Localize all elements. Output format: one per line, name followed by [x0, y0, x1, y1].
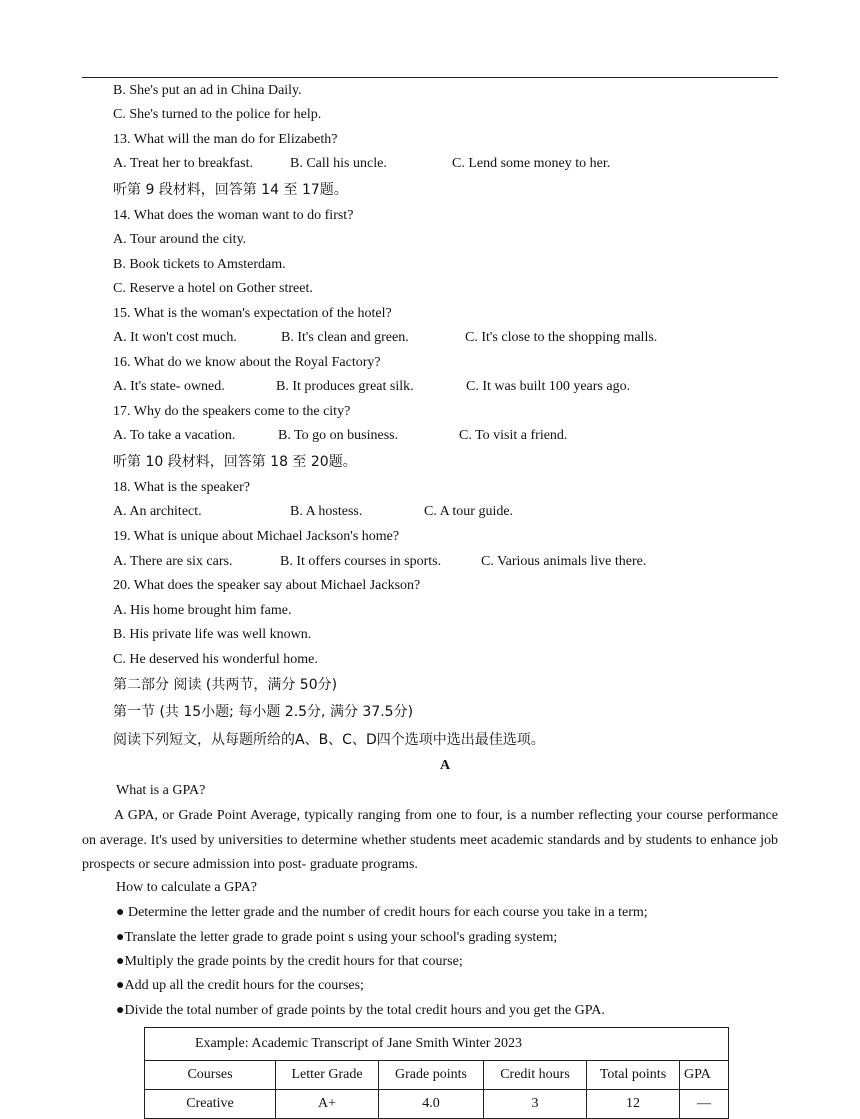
option-a: A. Tour around the city. — [113, 232, 247, 247]
table-caption-row — [145, 1028, 729, 1061]
question-20: 20. What does the speaker say about Michael Jackson? — [113, 578, 421, 593]
table-cell: 12 — [587, 1090, 680, 1119]
table-cell: 3 — [484, 1090, 587, 1119]
part-heading: 第二部分 阅读 (共两节，满分 50分) — [113, 677, 338, 693]
question-17: 17. Why do the speakers come to the city? — [113, 404, 351, 419]
question-19: 19. What is unique about Michael Jackson's home? — [113, 529, 400, 544]
table-cell: — — [680, 1090, 729, 1119]
option-line: C. She's turned to the police for help. — [113, 107, 322, 122]
table-row — [145, 1090, 729, 1119]
bullet-item: ●Add up all the credit hours for the courses; — [116, 978, 364, 993]
bullet-item: ● Determine the letter grade and the number of credit hours for each course you take in a term; — [116, 905, 648, 920]
option-b: B. A hostess. — [290, 504, 363, 519]
table-caption: Example: Academic Transcript of Jane Smith Winter 2023 — [145, 1028, 729, 1061]
passage-paragraph: A GPA, or Grade Point Average, typically ranging from one to four, is a number reflecting your course performance on average. It's used by universities to determine whether students meet academic standards and by students to enhance job prospects or secure admission into post- graduate programs. — [82, 808, 778, 872]
section-instruction: 听第 10 段材料，回答第 18 至 20题。 — [113, 454, 357, 470]
table-header-cell: Credit hours — [484, 1061, 587, 1090]
option-b: B. Book tickets to Amsterdam. — [113, 257, 286, 272]
option-a: A. An architect. — [113, 504, 202, 519]
option-b: B. Call his uncle. — [290, 156, 387, 171]
table-header-cell: Grade points — [379, 1061, 484, 1090]
option-b: B. To go on business. — [278, 428, 399, 443]
question-14: 14. What does the woman want to do first? — [113, 208, 354, 223]
option-b: B. His private life was well known. — [113, 627, 312, 642]
table-header-row — [145, 1061, 729, 1090]
option-a: A. His home brought him fame. — [113, 603, 292, 618]
option-c: C. Reserve a hotel on Gother street. — [113, 281, 313, 296]
table-cell: 4.0 — [379, 1090, 484, 1119]
option-c: C. Various animals live there. — [481, 554, 647, 569]
option-a: A. There are six cars. — [113, 554, 233, 569]
reading-instruction: 阅读下列短文，从每题所给的A、B、C、D四个选项中选出最佳选项。 — [113, 732, 545, 748]
table-header-cell: Courses — [145, 1061, 276, 1090]
option-c: C. A tour guide. — [424, 504, 514, 519]
table-cell: A+ — [276, 1090, 379, 1119]
option-c: C. It's close to the shopping malls. — [465, 330, 658, 345]
option-c: C. Lend some money to her. — [452, 156, 611, 171]
bullet-item: ●Translate the letter grade to grade point s using your school's grading system; — [116, 930, 558, 945]
table-header-cell: Letter Grade — [276, 1061, 379, 1090]
option-a: A. It won't cost much. — [113, 330, 237, 345]
option-a: A. Treat her to breakfast. — [113, 156, 253, 171]
bullet-item: ●Multiply the grade points by the credit hours for that course; — [116, 954, 463, 969]
transcript-table — [144, 1027, 729, 1119]
option-b: B. It's clean and green. — [281, 330, 409, 345]
option-b: B. It offers courses in sports. — [280, 554, 442, 569]
question-15: 15. What is the woman's expectation of the hotel? — [113, 306, 392, 321]
option-c: C. It was built 100 years ago. — [466, 379, 631, 394]
table-header-cell: GPA — [680, 1061, 729, 1090]
passage-heading: How to calculate a GPA? — [116, 880, 257, 895]
option-c: C. He deserved his wonderful home. — [113, 652, 318, 667]
passage-letter: A — [439, 758, 451, 773]
passage-heading: What is a GPA? — [116, 783, 206, 798]
option-a: A. To take a vacation. — [113, 428, 236, 443]
question-18: 18. What is the speaker? — [113, 480, 250, 495]
question-16: 16. What do we know about the Royal Factory? — [113, 355, 381, 370]
section-heading: 第一节 (共 15小题; 每小题 2.5分, 满分 37.5分) — [113, 704, 414, 720]
table-header-cell: Total points — [587, 1061, 680, 1090]
bullet-item: ●Divide the total number of grade points by the total credit hours and you get the GPA. — [116, 1003, 605, 1018]
header-rule — [82, 77, 778, 78]
option-b: B. It produces great silk. — [276, 379, 414, 394]
option-a: A. It's state- owned. — [113, 379, 225, 394]
question-13: 13. What will the man do for Elizabeth? — [113, 132, 338, 147]
option-c: C. To visit a friend. — [459, 428, 568, 443]
section-instruction: 听第 9 段材料，回答第 14 至 17题。 — [113, 182, 348, 198]
table-cell: Creative — [145, 1090, 276, 1119]
option-line: B. She's put an ad in China Daily. — [113, 83, 302, 98]
